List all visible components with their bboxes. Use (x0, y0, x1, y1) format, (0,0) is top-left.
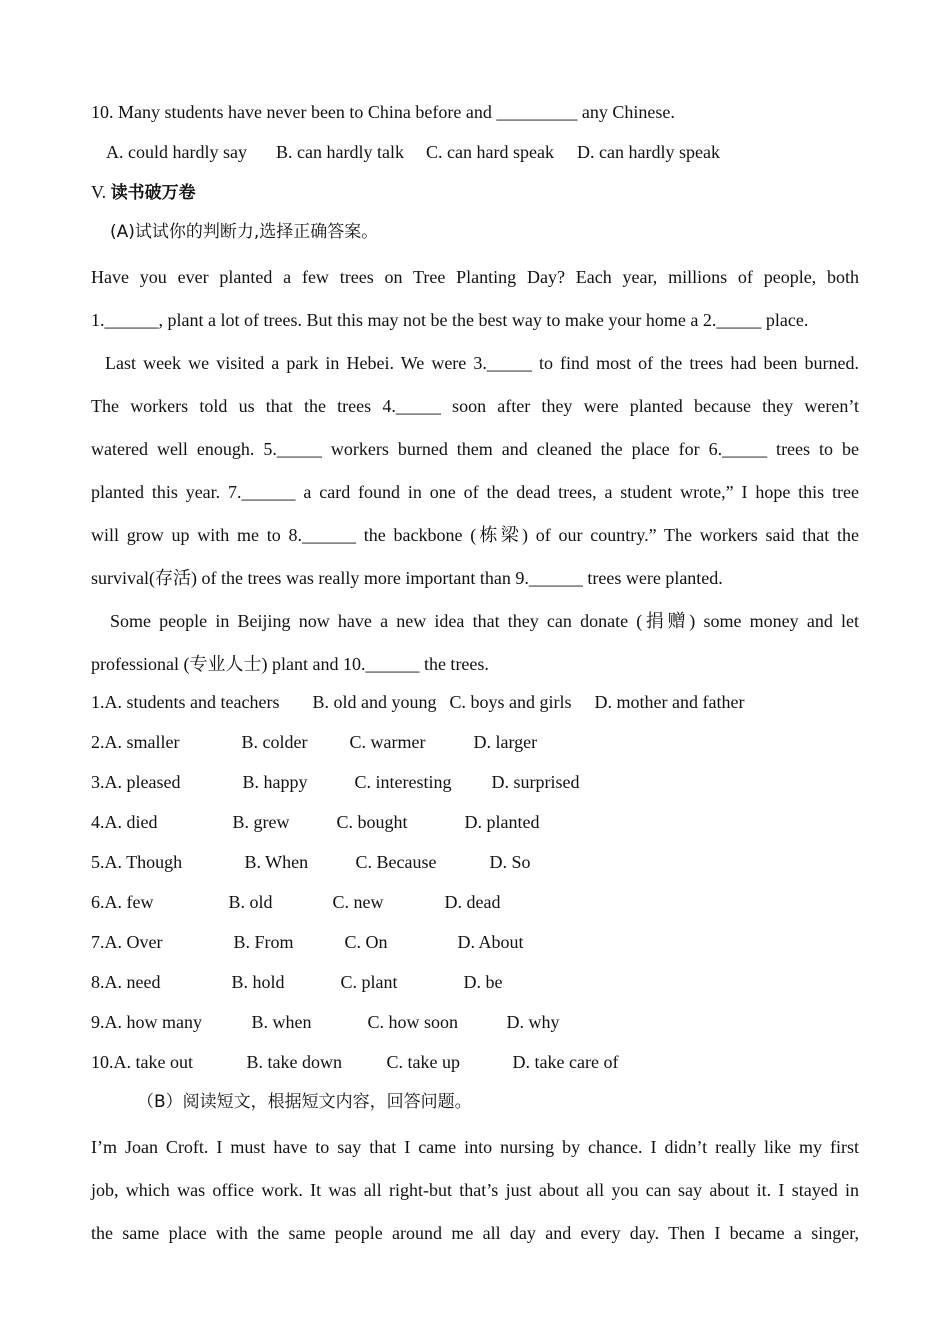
option-c[interactable]: C. bought (336, 812, 408, 832)
option-a[interactable]: A. how many (104, 1012, 202, 1032)
option-c[interactable]: C. take up (386, 1052, 460, 1072)
passage-a-line: Have you ever planted a few trees on Tree Planting Day? Each year, millions of people, both (91, 267, 859, 287)
question-number: 2. (91, 732, 105, 752)
section-number: V. (91, 182, 111, 202)
option-c[interactable]: C. how soon (367, 1012, 459, 1032)
passage-a (91, 256, 859, 686)
question-number: 8. (91, 972, 105, 992)
question-row (91, 846, 859, 886)
passage-b (91, 1126, 859, 1255)
option-c[interactable]: C. can hard speak (426, 142, 554, 162)
option-b[interactable]: B. take down (246, 1052, 342, 1072)
question-10-options (91, 136, 859, 176)
option-d[interactable]: D. surprised (491, 772, 580, 792)
option-b[interactable]: B. grew (232, 812, 290, 832)
option-d[interactable]: D. mother and father (594, 692, 745, 712)
passage-b-line: the same place with the same people around me all day and every day. Then I became a singer, (91, 1223, 859, 1243)
question-row (91, 806, 859, 846)
option-b[interactable]: B. hold (231, 972, 285, 992)
question-number: 5. (91, 852, 105, 872)
passage-b-line: job, which was office work. It was all right-but that’s just about all you can say about it. I stayed in (91, 1180, 859, 1200)
option-d[interactable]: D. So (489, 852, 531, 872)
question-row (91, 766, 859, 806)
question-number: 4. (91, 812, 105, 832)
question-row (91, 686, 859, 726)
passage-a-line: planted this year. 7.______ a card found in one of the dead trees, a student wrote,” I hope this tree (91, 482, 859, 502)
part-b-instruction: （B）阅读短文，根据短文内容，回答问题。 (137, 1092, 472, 1112)
question-number: 7. (91, 932, 105, 952)
passage-a-line: survival(存活) of the trees was really more important than 9.______ trees were planted. (91, 568, 723, 588)
option-d[interactable]: D. About (457, 932, 524, 952)
question-row (91, 1006, 859, 1046)
question-number: 1. (91, 692, 105, 712)
option-d[interactable]: D. be (463, 972, 503, 992)
option-d[interactable]: D. can hardly speak (577, 142, 720, 162)
option-c[interactable]: C. boys and girls (449, 692, 572, 712)
question-row (91, 1046, 859, 1086)
section-heading (91, 176, 859, 216)
passage-a-line: Last week we visited a park in Hebei. We were 3._____ to find most of the trees had been burned. (105, 353, 859, 373)
option-a[interactable]: A. died (104, 812, 158, 832)
option-b[interactable]: B. when (251, 1012, 312, 1032)
option-b[interactable]: B. When (244, 852, 309, 872)
option-a[interactable]: A. could hardly say (106, 142, 247, 162)
option-a[interactable]: A. students and teachers (104, 692, 280, 712)
option-b[interactable]: B. colder (241, 732, 308, 752)
part-a-instruction: (A)试试你的判断力,选择正确答案。 (110, 222, 379, 242)
question-row (91, 926, 859, 966)
option-d[interactable]: D. dead (444, 892, 501, 912)
option-b[interactable]: B. old and young (312, 692, 437, 712)
option-c[interactable]: C. On (344, 932, 388, 952)
option-b[interactable]: B. From (233, 932, 294, 952)
option-d[interactable]: D. take care of (512, 1052, 619, 1072)
option-c[interactable]: C. new (332, 892, 384, 912)
option-c[interactable]: C. plant (340, 972, 398, 992)
passage-a-line: will grow up with me to 8.______ the backbone (栋梁) of our country.” The workers said that the (91, 525, 859, 545)
option-a[interactable]: A. Though (104, 852, 183, 872)
option-a[interactable]: A. Over (104, 932, 163, 952)
question-row (91, 886, 859, 926)
passage-a-line: professional (专业人士) plant and 10.______ the trees. (91, 654, 489, 674)
passage-a-line: 1.______, plant a lot of trees. But this may not be the best way to make your home a 2._____ place. (91, 310, 809, 330)
option-d[interactable]: D. planted (464, 812, 540, 832)
question-number: 9. (91, 1012, 105, 1032)
question-10: 10. Many students have never been to China before and _________ any Chinese. (91, 102, 675, 122)
document-page (91, 96, 859, 1255)
question-row (91, 726, 859, 766)
option-c[interactable]: C. interesting (354, 772, 452, 792)
option-c[interactable]: C. warmer (349, 732, 426, 752)
option-b[interactable]: B. old (228, 892, 273, 912)
question-number: 6. (91, 892, 105, 912)
section-title: 读书破万卷 (110, 183, 196, 203)
passage-a-line: Some people in Beijing now have a new idea that they can donate (捐赠) some money and let (110, 611, 859, 631)
question-list (91, 686, 859, 1086)
option-c[interactable]: C. Because (355, 852, 437, 872)
option-a[interactable]: A. need (104, 972, 161, 992)
option-d[interactable]: D. why (506, 1012, 560, 1032)
option-a[interactable]: A. pleased (104, 772, 181, 792)
option-a[interactable]: A. few (104, 892, 154, 912)
question-number: 10. (91, 1052, 114, 1072)
passage-a-line: watered well enough. 5._____ workers burned them and cleaned the place for 6._____ trees to be (91, 439, 859, 459)
option-a[interactable]: A. take out (113, 1052, 193, 1072)
option-a[interactable]: A. smaller (104, 732, 180, 752)
option-d[interactable]: D. larger (473, 732, 538, 752)
question-number: 3. (91, 772, 105, 792)
passage-a-line: The workers told us that the trees 4._____ soon after they were planted because they weren’t (91, 396, 859, 416)
question-row (91, 966, 859, 1006)
passage-b-line: I’m Joan Croft. I must have to say that I came into nursing by chance. I didn’t really like my first (91, 1137, 859, 1157)
option-b[interactable]: B. can hardly talk (276, 142, 404, 162)
option-b[interactable]: B. happy (242, 772, 308, 792)
